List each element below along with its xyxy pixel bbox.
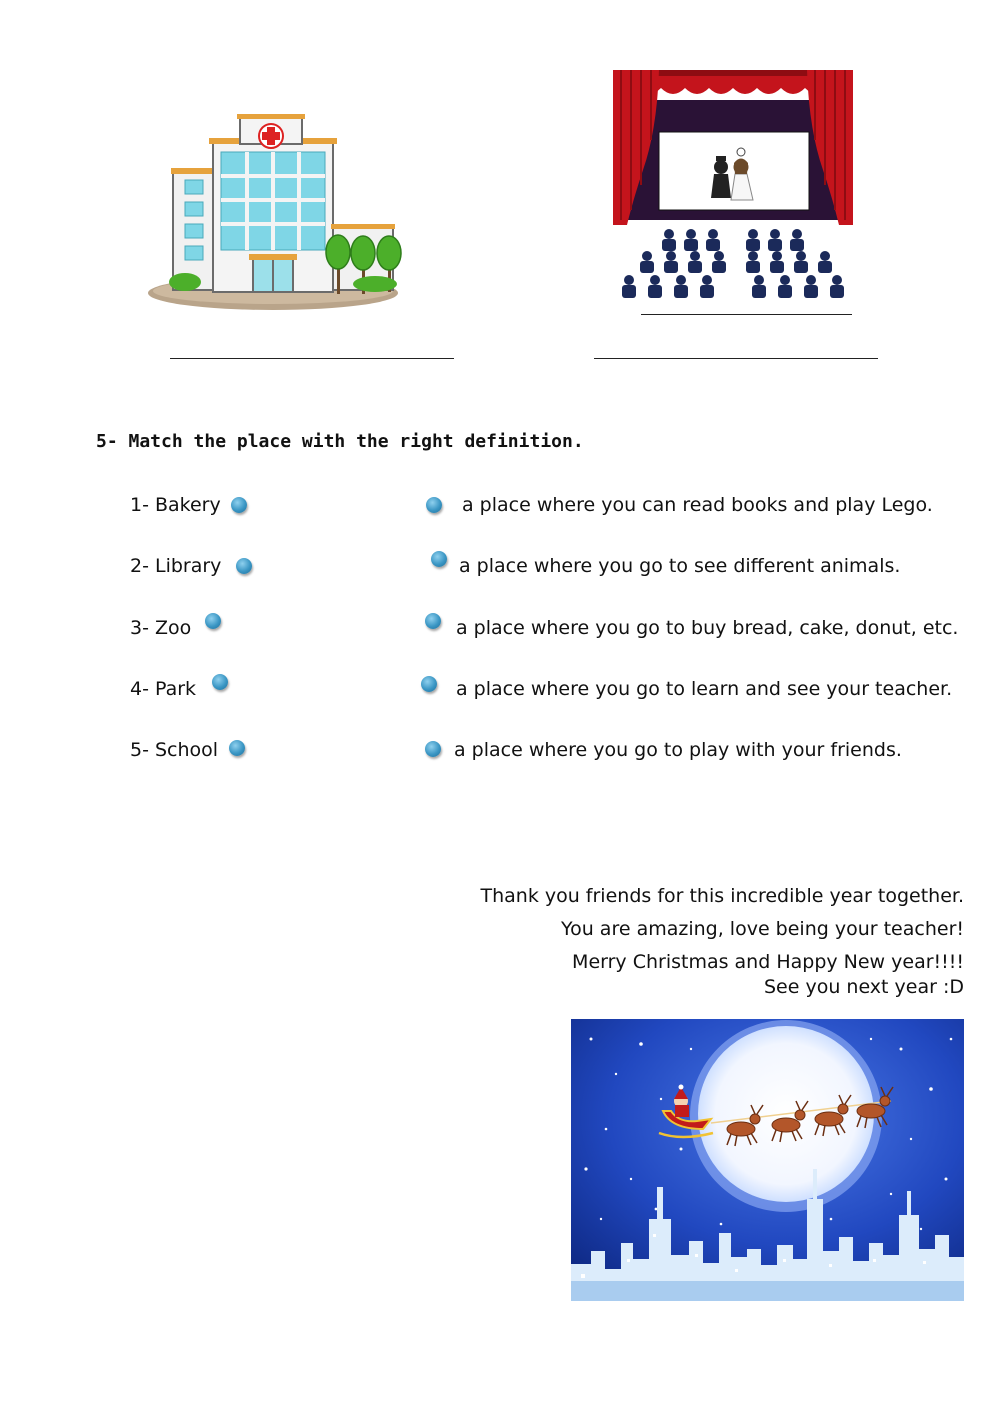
place-label: 3- Zoo (130, 617, 192, 639)
place-label: 4- Park (130, 678, 197, 700)
message-line-4: See you next year :D (763, 976, 964, 998)
match-dot-place-3[interactable] (205, 613, 221, 629)
place-label: 2- Library (130, 555, 222, 577)
definition-text: a place where you go to learn and see your teacher. (456, 678, 953, 700)
santa-sleigh-moon-illustration (571, 1019, 964, 1301)
cinema-illustration (613, 70, 853, 305)
exercise-heading: 5- Match the place with the right definition. (96, 431, 584, 452)
match-dot-place-1[interactable] (231, 497, 247, 513)
message-line-2: You are amazing, love being your teacher! (561, 918, 964, 940)
match-dot-definition-4[interactable] (421, 676, 437, 692)
match-dot-place-2[interactable] (236, 558, 252, 574)
match-dot-place-4[interactable] (212, 674, 228, 690)
match-dot-definition-5[interactable] (425, 741, 441, 757)
message-line-3: Merry Christmas and Happy New year!!!! (572, 951, 964, 973)
match-dot-definition-2[interactable] (431, 551, 447, 567)
definition-text: a place where you go to buy bread, cake, donut, etc. (456, 617, 959, 639)
hospital-illustration (145, 110, 405, 315)
match-dot-definition-3[interactable] (425, 613, 441, 629)
hospital-answer-blank[interactable] (170, 358, 454, 359)
message-line-1: Thank you friends for this incredible year together. (480, 885, 964, 907)
place-label: 1- Bakery (130, 494, 221, 516)
cinema-caption-blank[interactable] (641, 314, 852, 315)
match-dot-place-5[interactable] (229, 740, 245, 756)
place-label: 5- School (130, 739, 219, 761)
cinema-answer-blank[interactable] (594, 358, 878, 359)
definition-text: a place where you go to play with your friends. (454, 739, 902, 761)
match-dot-definition-1[interactable] (426, 497, 442, 513)
closing-message (404, 880, 964, 999)
definition-text: a place where you go to see different animals. (459, 555, 901, 577)
definition-text: a place where you can read books and play Lego. (462, 494, 933, 516)
